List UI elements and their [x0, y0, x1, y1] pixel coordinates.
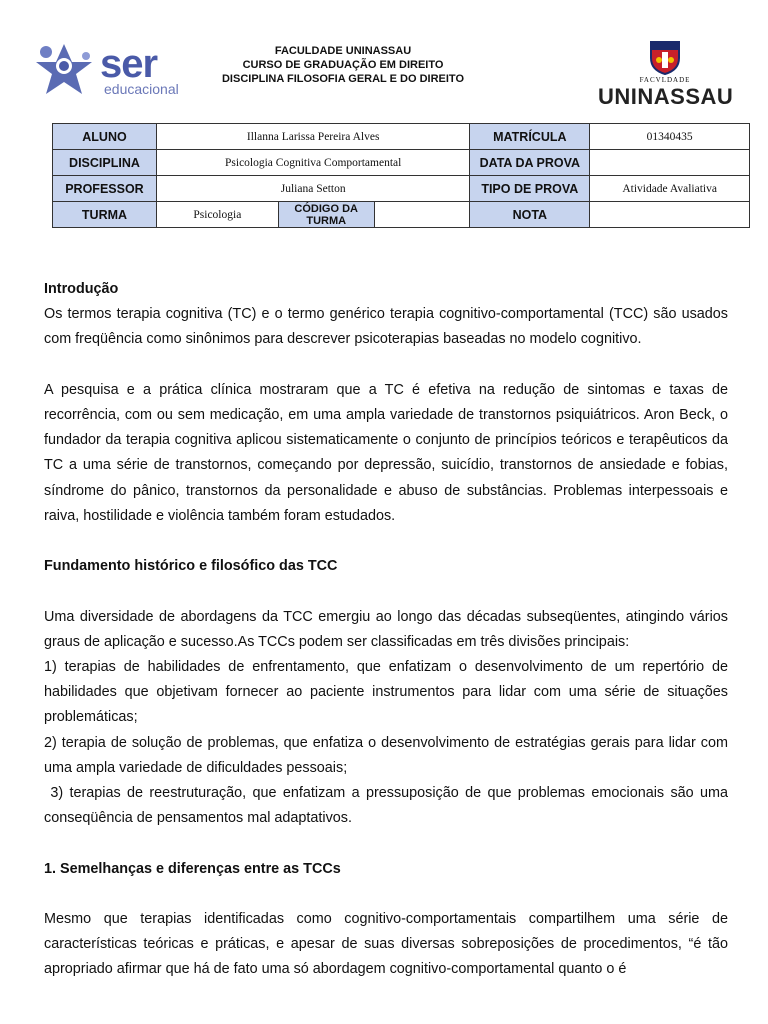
turma-label: TURMA	[53, 202, 157, 228]
header-line-1: FACULDADE UNINASSAU	[274, 45, 412, 57]
aluno-value: Illanna Larissa Pereira Alves	[156, 124, 469, 150]
intro-paragraph-2: A pesquisa e a prática clínica mostraram que a TC é efetiva na redução de sintomas e taxas de recorrência, com ou sem medicação, em uma ampla variedade de transtornos psiquiátricos. Aron Beck, o fundador da terapia cognitiva aplicou sistematicamente o conjunto de princípios teóricos e terapêuticos da TC a uma série de transtornos, começando por depressão, suicídio, transtornos de ansiedade e fobias, síndrome do pânico, transtornos da personalidade e abuso de substâncias. Problemas interpessoais e raiva, hostilidade e violência também foram estudados.	[44, 381, 728, 524]
matricula-label: MATRÍCULA	[470, 124, 590, 150]
fundamento-item-2: 2) terapia de solução de problemas, que enfatiza o desenvolvimento de estratégias gerais para lidar com uma ampla variedade de dificuldades pessoais;	[44, 734, 728, 776]
disciplina-value: Psicologia Cognitiva Comportamental	[156, 150, 469, 176]
student-info-table	[52, 123, 750, 228]
table-row	[53, 150, 750, 176]
turma-value: Psicologia	[156, 202, 278, 228]
header-line-2: CURSO DE GRADUAÇÃO EM DIREITO	[242, 59, 444, 71]
semelhancas-heading: 1. Semelhanças e diferenças entre as TCCs	[44, 860, 341, 877]
table-row	[53, 176, 750, 202]
intro-paragraph-1: Os termos terapia cognitiva (TC) e o termo genérico terapia cognitivo-comportamental (TCC) são usados com freqüência como sinônimos para descrever psicoterapias baseadas no modelo cognitivo.	[44, 306, 728, 348]
header-line-3: DISCIPLINA FILOSOFIA GERAL E DO DIREITO	[221, 73, 465, 85]
star-figure-icon	[28, 42, 100, 104]
fundamento-item-1: 1) terapias de habilidades de enfrentamento, que enfatizam o desenvolvimento de um repertório de habilidades que objetivam fornecer ao paciente instrumentos para lidar com uma série de situações problemáticas;	[44, 659, 728, 726]
data-prova-label: DATA DA PROVA	[470, 150, 590, 176]
ser-brand-text: ser	[100, 42, 158, 86]
matricula-value: 01340435	[590, 124, 750, 150]
semelhancas-paragraph-1: Mesmo que terapias identificadas como cognitivo-comportamentais compartilhem uma série de características teóricas e práticas, e apesar de suas diversas sobreposições de procedimentos, “é tão apropriado afirmar que há de fato uma só abordagem cognitivo-comportamental quanto o é	[44, 911, 728, 978]
uninassau-logo	[598, 36, 738, 110]
institution-header	[180, 44, 506, 86]
tipo-prova-label: TIPO DE PROVA	[470, 176, 590, 202]
ser-sub-text: educacional	[104, 81, 179, 97]
disciplina-label: DISCIPLINA	[53, 150, 157, 176]
intro-heading: Introdução	[44, 281, 119, 297]
uninassau-name-text: UNINASSAU	[598, 84, 734, 109]
tipo-prova-value: Atividade Avaliativa	[590, 176, 750, 202]
data-prova-value	[590, 150, 750, 176]
fundamento-paragraph-1: Uma diversidade de abordagens da TCC emergiu ao longo das décadas subseqüentes, atingindo vários graus de aplicação e sucesso.As TCCs podem ser classificadas em três divisões principais:	[44, 608, 728, 650]
nota-value	[590, 202, 750, 228]
table-row	[53, 202, 750, 228]
fundamento-heading: Fundamento histórico e filosófico das TCC	[44, 558, 338, 575]
aluno-label: ALUNO	[53, 124, 157, 150]
professor-label: PROFESSOR	[53, 176, 157, 202]
document-body	[44, 277, 733, 983]
codigo-turma-value	[374, 202, 470, 228]
professor-value: Juliana Setton	[156, 176, 469, 202]
fundamento-item-3: 3) terapias de reestruturação, que enfatizam a pressuposição de que problemas emocionais são uma conseqüência de pensamentos mal adaptativos.	[44, 785, 733, 827]
codigo-turma-label: CÓDIGO DA TURMA	[278, 202, 374, 228]
uninassau-fac-text: FACVLDADE	[639, 76, 691, 84]
crest-icon	[645, 36, 685, 76]
ser-educacional-logo	[28, 42, 178, 102]
nota-label: NOTA	[470, 202, 590, 228]
table-row	[53, 124, 750, 150]
